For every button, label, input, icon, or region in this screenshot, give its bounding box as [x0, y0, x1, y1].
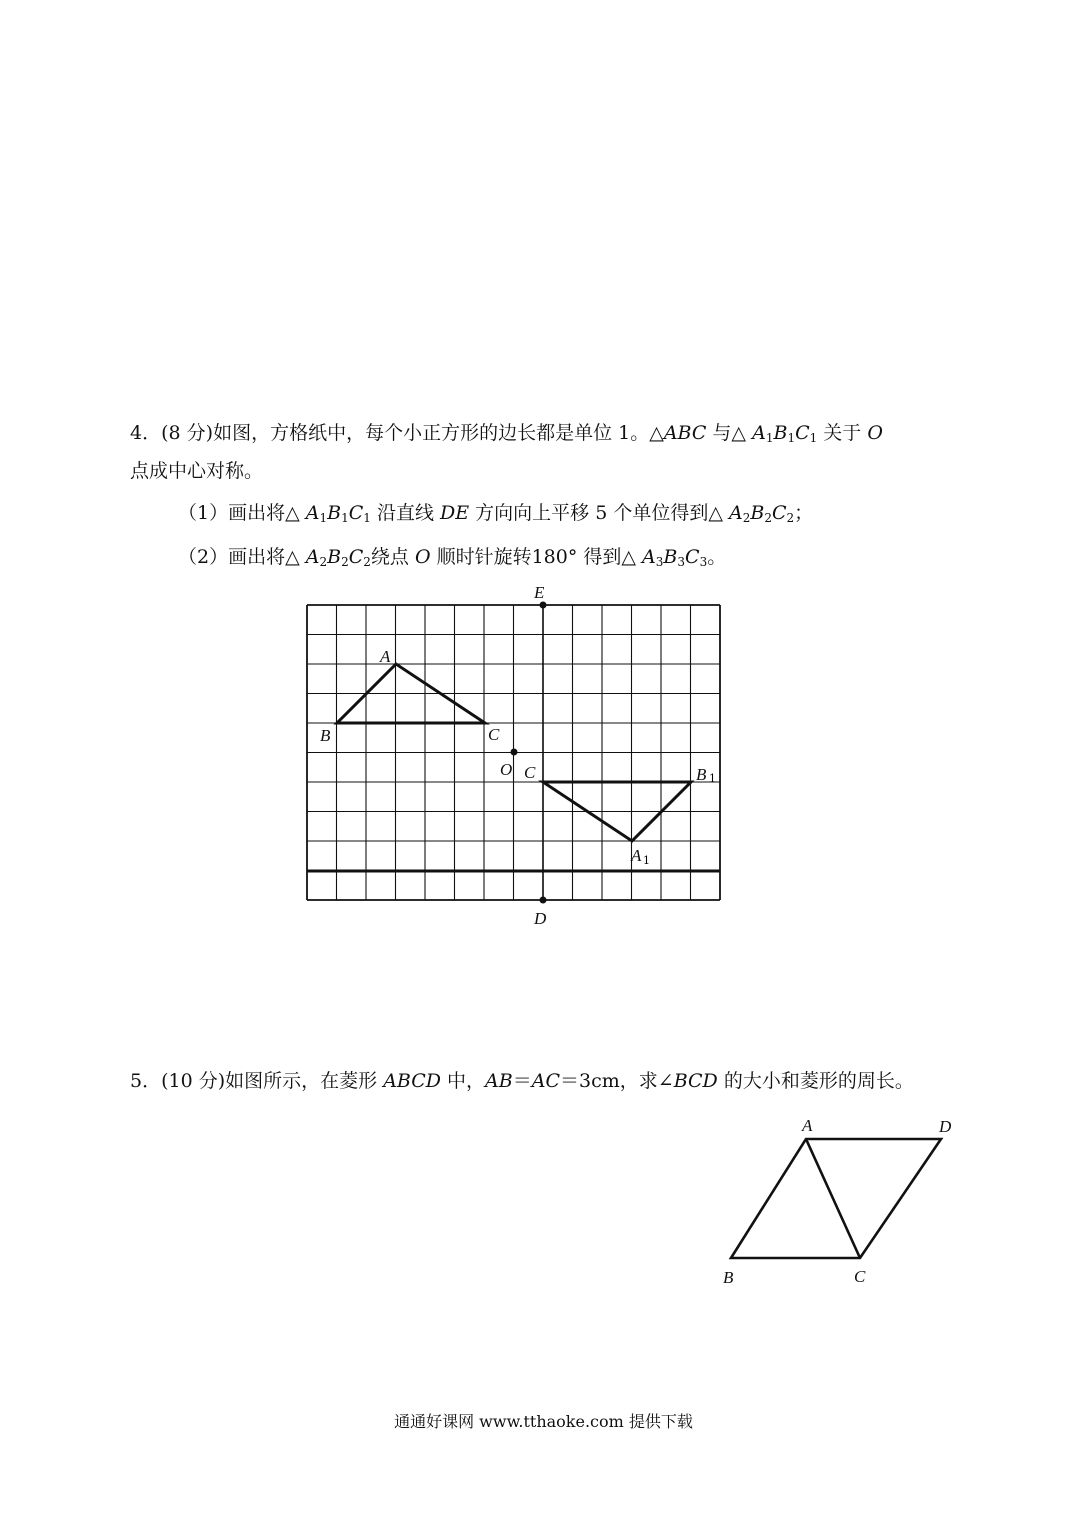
label-b: B	[320, 726, 331, 745]
q5-text: 如图所示，在菱形	[225, 1070, 384, 1092]
sub: 2	[319, 555, 328, 569]
var: C	[348, 502, 364, 524]
q4-line2-text: 点成中心对称。	[130, 460, 264, 482]
label-b: B	[723, 1268, 734, 1287]
var: A	[305, 502, 320, 524]
sub: 2	[363, 555, 371, 569]
sub: 3	[655, 555, 664, 569]
q5-text: 中，	[441, 1070, 486, 1092]
q4-text: 绕点	[370, 546, 415, 568]
var: C	[685, 546, 700, 568]
label-o: O	[500, 760, 513, 779]
var: C	[795, 422, 810, 444]
var: AB	[485, 1070, 513, 1092]
diagonal-ac	[806, 1139, 860, 1258]
triangle-abc: ABC	[663, 422, 707, 444]
var: B	[327, 546, 342, 568]
label-b1: B	[696, 765, 707, 784]
var: O	[414, 546, 431, 568]
var: BCD	[673, 1070, 718, 1092]
q4-text: 与△	[706, 422, 753, 444]
footer: 通通好课网 www.tthaoke.com 提供下载	[394, 1412, 693, 1431]
var: A	[305, 546, 320, 568]
label-a: A	[380, 647, 391, 666]
var: A	[728, 502, 743, 524]
sub: 1	[341, 511, 349, 525]
q4-text: 顺时针旋转180° 得到△	[430, 546, 643, 568]
point-d	[540, 897, 547, 904]
q4-text: 关于	[817, 422, 868, 444]
q5-text: ＝3cm，求∠	[560, 1070, 674, 1092]
label-c1: C	[524, 763, 536, 782]
sub: 1	[787, 431, 796, 445]
sub: 2	[764, 511, 772, 525]
label-d: D	[939, 1117, 952, 1136]
rhombus-abcd	[731, 1139, 941, 1258]
var: AC	[531, 1070, 561, 1092]
rhombus-figure	[723, 1116, 952, 1287]
var: A	[752, 422, 766, 444]
q5-text: ＝	[512, 1070, 532, 1092]
var: B	[663, 546, 678, 568]
q5-number: 5．	[130, 1070, 162, 1092]
point-e	[540, 602, 547, 609]
sub: 1	[363, 511, 371, 525]
point-o	[511, 749, 518, 756]
q4-intro: 如图，方格纸中，每个小正方形的边长都是单位 1。△	[213, 422, 664, 444]
var: B	[327, 502, 342, 524]
label-e: E	[534, 583, 545, 602]
label-a1: A	[631, 846, 642, 865]
var: O	[867, 422, 883, 444]
sub: 1	[809, 431, 818, 445]
var: C	[348, 546, 364, 568]
q4-text: 方向向上平移 5 个单位得到△	[469, 502, 729, 524]
q4-text: 沿直线	[370, 502, 441, 524]
q5-line	[130, 1070, 914, 1093]
var: B	[773, 422, 788, 444]
q4-number: 4．	[130, 422, 162, 444]
q5-score: (10 分)	[161, 1070, 226, 1092]
q4-text: ；	[794, 502, 814, 524]
var: C	[771, 502, 787, 524]
var: B	[750, 502, 765, 524]
label-d: D	[534, 909, 547, 928]
q4-score: (8 分)	[161, 422, 214, 444]
q4-text: 。	[707, 546, 727, 568]
sub: 3	[677, 555, 686, 569]
sub: 1	[765, 431, 774, 445]
grid-figure	[307, 583, 720, 928]
label-c: C	[854, 1267, 866, 1286]
var: A	[642, 546, 656, 568]
q4-text: （1）画出将△	[178, 502, 306, 524]
sub: 3	[699, 555, 708, 569]
var: DE	[440, 502, 470, 524]
sub: 2	[786, 511, 795, 525]
sub: 2	[742, 511, 751, 525]
label-c: C	[488, 725, 500, 744]
q4-text: （2）画出将△	[178, 546, 306, 568]
label-a1-sub: 1	[643, 854, 650, 867]
sub: 2	[341, 555, 349, 569]
var: ABCD	[383, 1070, 441, 1092]
label-a: A	[802, 1116, 813, 1135]
sub: 1	[319, 511, 328, 525]
label-b1-sub: 1	[709, 772, 716, 785]
q5-text: 的大小和菱形的周长。	[717, 1070, 914, 1092]
